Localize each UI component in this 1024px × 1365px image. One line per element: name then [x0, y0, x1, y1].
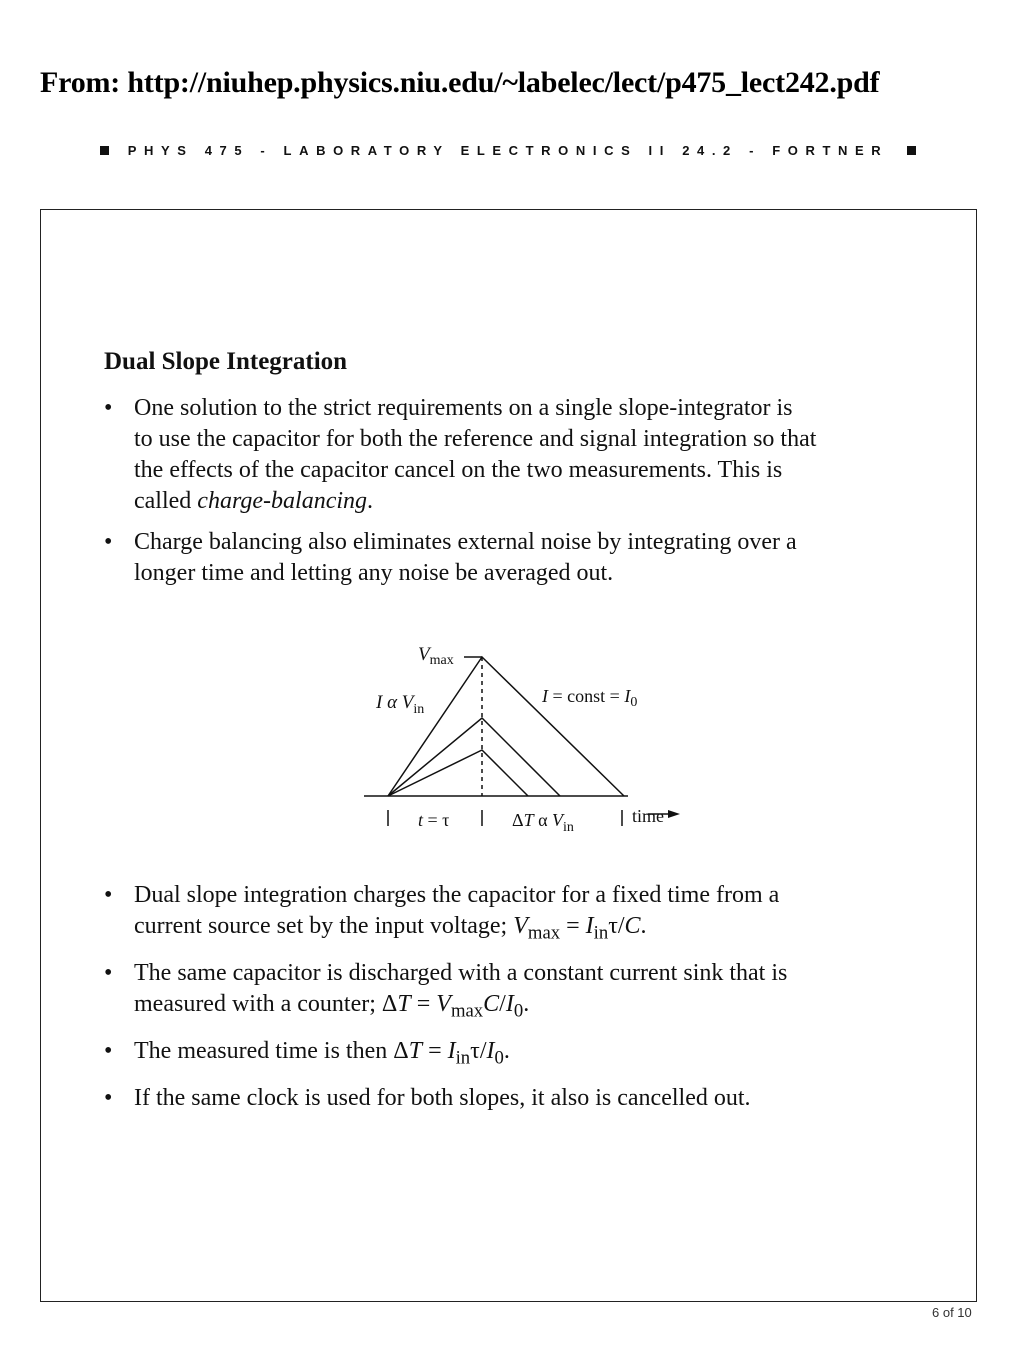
discharge-current-label: I = const = $I_0$ — [542, 686, 638, 710]
course-header-text: PHYS 475 - LABORATORY ELECTRONICS II 24.2 - FORTNER — [127, 143, 889, 158]
course-header — [100, 143, 916, 158]
bullet-line: measured with a counter; $\Delta T = V_{max}C/I_0$. — [134, 991, 530, 1022]
slide-title: Dual Slope Integration — [104, 348, 348, 375]
source-url-line: From: http://niuhep.physics.niu.edu/~labelec/lect/p475_lect242.pdf — [40, 66, 880, 99]
square-bullet-icon — [100, 146, 109, 155]
bullet-line: Charge balancing also eliminates external noise by integrating over a — [134, 529, 797, 555]
charge-current-label: I α $V_{in}$ — [376, 692, 425, 717]
bullet-line: current source set by the input voltage; $V_{max} = I_{in}\tau/C$. — [134, 913, 647, 944]
vmax-label: $V_{max}$ — [418, 644, 454, 668]
bullet-item: • If the same clock is used for both slopes, it also is cancelled out. — [104, 1083, 924, 1114]
bullet-line: The measured time is then $\Delta T = I_{in}\tau/I_0$. — [134, 1038, 510, 1069]
ramp-high — [388, 657, 624, 796]
bullet-line: longer time and letting any noise be averaged out. — [134, 560, 614, 586]
emphasis-term: charge-balancing — [197, 488, 368, 514]
bullet-item: • Charge balancing also eliminates external noise by integrating over a longer time and letting any noise be averaged out. — [104, 527, 924, 589]
ramp-low — [388, 750, 528, 796]
measured-interval-label: ΔT α $V_{in}$ — [512, 810, 574, 835]
bullet-item: • The same capacitor is discharged with a constant current sink that is measured with a counter; $\Delta T = V_{max}C/I_0$. — [104, 958, 924, 1020]
bullet-line: called charge-balancing. — [134, 488, 374, 514]
bullet-item: • One solution to the strict requirements on a single slope-integrator is to use the capacitor for both the reference and signal integration so that the effects of the capacitor cancel on the two measurements. This is called charge-balancing. — [104, 393, 924, 517]
bullet-line: to use the capacitor for both the reference and signal integration so that — [134, 426, 817, 452]
dual-slope-diagram — [356, 632, 716, 847]
fixed-time-label: t = τ — [418, 810, 450, 830]
page-indicator: 6 of 10 — [932, 1305, 972, 1320]
bullet-line: The same capacitor is discharged with a constant current sink that is — [134, 960, 788, 986]
bullet-list-top — [104, 393, 924, 589]
bullet-line: One solution to the strict requirements on a single slope-integrator is — [134, 395, 793, 421]
bullet-item: • The measured time is then $\Delta T = I_{in}\tau/I_0$. — [104, 1036, 924, 1067]
bullet-list-bottom — [104, 880, 924, 1114]
bullet-item: • Dual slope integration charges the capacitor for a fixed time from a current source set by the input voltage; $V_{max} = I_{in}\tau/C$. — [104, 880, 924, 942]
bullet-line: If the same clock is used for both slopes, it also is cancelled out. — [134, 1085, 751, 1111]
square-bullet-icon — [907, 146, 916, 155]
bullet-line: the effects of the capacitor cancel on the two measurements. This is — [134, 457, 783, 483]
bullet-line: Dual slope integration charges the capacitor for a fixed time from a — [134, 882, 780, 908]
time-axis-label: time — [632, 806, 664, 826]
